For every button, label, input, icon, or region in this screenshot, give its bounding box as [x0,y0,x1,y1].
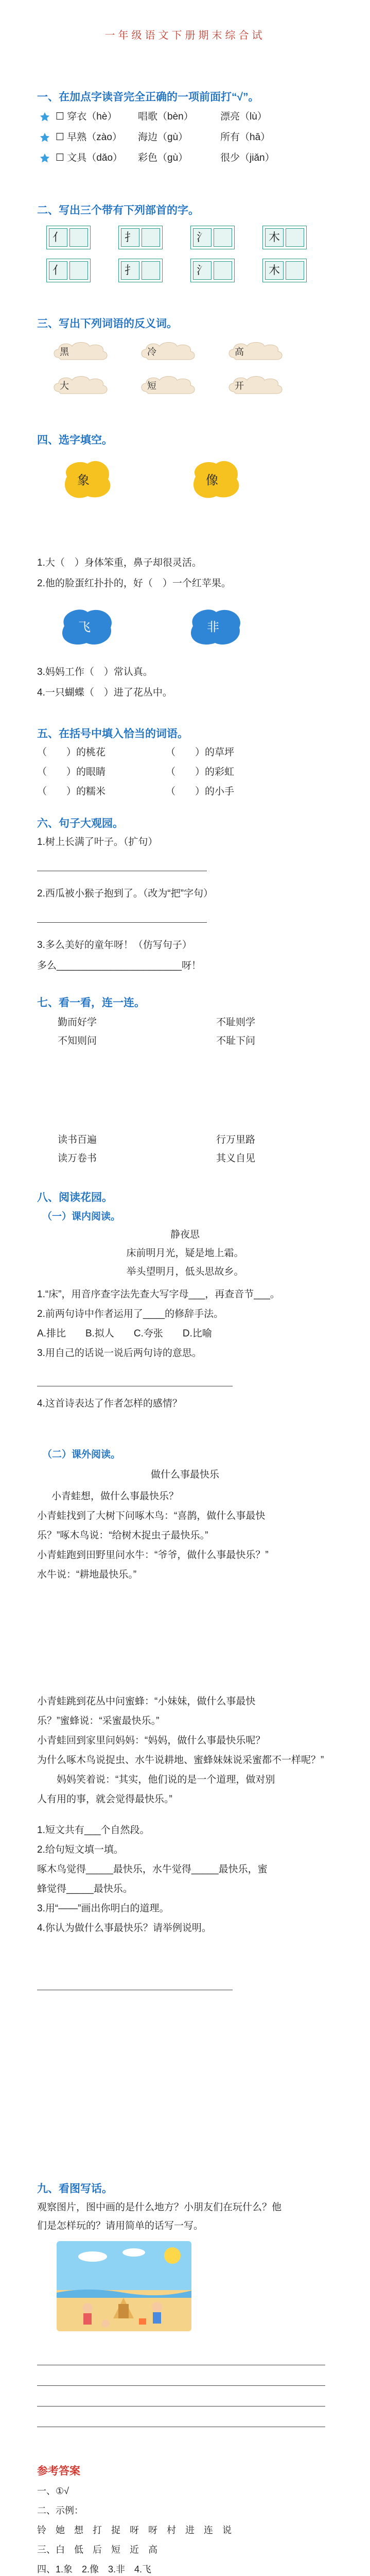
story-line: 水牛说：“耕地最快乐。” [37,1569,137,1580]
s7-right-4: 其义自见 [216,1153,256,1164]
s1-cell: 很少（jiǎn） [220,152,275,163]
s5-cell: （ ）的糯米 [37,786,106,797]
section-3-heading: 三、写出下列词语的反义词。 [37,318,178,330]
story-line: 妈妈笑着说：“其实，他们说的是一个道理，做对别 [37,1774,275,1785]
story-question: 蜂觉得_____最快乐。 [37,1884,133,1894]
story-line: 乐？”蜜蜂说：“采蜜最快乐。” [37,1716,160,1726]
section-8-heading: 八、阅读花园。 [37,1192,113,1204]
s8-question: 2.前两句诗中作者运用了____的修辞手法。 [37,1309,224,1319]
s8-sub2: （二）课外阅读。 [42,1449,121,1460]
s7-right-3: 行万里路 [216,1134,256,1145]
char-fei: 飞 [78,620,91,634]
story-line: 人有用的事，就会觉得最快乐。” [37,1794,172,1805]
answer-line: 三、白 低 后 短 近 高 [37,2545,157,2555]
s7-left-2: 不知则问 [58,1036,97,1046]
s5-cell: （ ）的草坪 [166,747,235,758]
write-cell[interactable] [286,261,304,280]
answer-line: 二、示例： [37,2505,83,2516]
answer-line: 一、①√ [37,2486,69,2496]
section-4-heading: 四、选字填空。 [37,434,113,446]
s6-line-3: 3.多么美好的童年呀！（仿写句子） [37,940,192,951]
story-line: 小青蛙跑到田野里问水牛：“爷爷，做什么事最快乐？” [37,1550,269,1561]
radical-grid [190,259,235,282]
story-line: 小青蛙回到家里问妈妈：“妈妈，做什么事最快乐呢？ [37,1735,266,1746]
radical-cell: 氵 [193,228,212,247]
radical-grid [46,226,91,249]
radical-cell: 亻 [49,261,67,280]
s1-cell: 漂亮（lù） [220,111,267,122]
write-cell[interactable] [142,261,160,280]
answer-line: 四、1.象 2.像 3.非 4.飞 [37,2564,152,2574]
write-cell[interactable] [69,228,88,247]
s1-cell: ☐ 文具（dǎo） [56,152,123,163]
radical-cell: 扌 [121,228,139,247]
s8-sub1: （一）课内阅读。 [42,1211,121,1222]
char-xiang2: 像 [206,473,218,487]
write-cell[interactable] [142,228,160,247]
star-icon [39,152,50,164]
story-line: 为什么啄木鸟说捉虫、水牛说耕地、蜜蜂妹妹说采蜜都不一样呢？” [37,1755,324,1766]
radical-cell: 氵 [193,261,212,280]
cloud-word: 冷 [147,347,156,357]
story-question: 4.你认为做什么事最快乐？请举例说明。 [37,1923,212,1934]
answers-heading: 参考答案 [37,2465,80,2477]
worksheet-title: 一年级语文下册期末综合试 [104,30,266,41]
story-line: 小青蛙跳到花丛中问蜜蜂：“小妹妹，做什么事最快 [37,1696,256,1707]
s4-line-2: 2.他的脸蛋红扑扑的，好（ ）一个红苹果。 [37,578,231,589]
s6-line-1: 1.树上长满了叶子。（扩句） [37,837,158,848]
s1-cell: ☐ 早熟（zào） [56,132,122,143]
radical-cell: 木 [265,261,284,280]
star-icon [39,111,50,123]
s4-line-4: 4.一只蝴蝶（ ）进了花丛中。 [37,687,172,698]
s1-cell: 唱歌（bèn） [138,111,193,122]
radical-grid [46,259,91,282]
write-cell[interactable] [214,261,232,280]
write-cell[interactable] [286,228,304,247]
write-cell[interactable] [69,261,88,280]
story-line: 小青蛙找到了大树下问啄木鸟：“喜鹊，做什么事最快 [37,1511,266,1521]
s5-cell: （ ）的小手 [166,786,235,797]
s5-cell: （ ）的眼睛 [37,767,106,777]
radical-cell: 亻 [49,228,67,247]
s7-right-2: 不耻下问 [216,1036,256,1046]
story-question: 2.给句短文填一填。 [37,1844,124,1855]
s8-question: 3.用自己的话说一说后两句诗的意思。 [37,1348,202,1359]
s7-left-3: 读书百遍 [58,1134,97,1145]
cloud-word: 黑 [60,347,69,357]
poem-title: 静夜思 [170,1229,200,1240]
s9-line-2: 们是怎样玩的？请用简单的话写一写。 [37,2221,204,2231]
s7-right-1: 不耻则学 [216,1017,256,1028]
s8-question: 1.“床”，用音序查字法先查大写字母___，再查音节___。 [37,1289,280,1300]
story-title: 做什么事最快乐 [150,1469,219,1480]
section-9-heading: 九、看图写话。 [37,2183,113,2195]
story-question: 1.短文共有___个自然段。 [37,1825,150,1836]
s9-line-1: 观察图片，图中画的是什么地方？小朋友们在玩什么？他 [37,2202,282,2213]
story-question: 3.用“——”画出你明白的道理。 [37,1903,169,1914]
s6-line-2: 2.西瓜被小猴子抱到了。（改为“把”字句） [37,888,214,899]
s7-left-1: 勤而好学 [58,1017,97,1028]
radical-cell: 扌 [121,261,139,280]
cloud-word: 开 [235,381,244,391]
story-question: 啄木鸟觉得_____最快乐，水牛觉得_____最快乐，蜜 [37,1864,268,1875]
section-1-heading: 一、在加点字读音完全正确的一项前面打“√”。 [37,91,259,103]
story-line: 乐？”啄木鸟说：“给树木捉虫子最快乐。” [37,1530,208,1541]
s8-q4: 4.这首诗表达了作者怎样的感情？ [37,1398,182,1409]
s1-cell: 海边（gù） [138,132,188,143]
beach-picture [57,2241,191,2331]
star-icon [39,132,50,143]
s6-line-4: 多么_______________________呀！ [37,960,202,971]
section-6-heading: 六、句子大观园。 [37,818,124,829]
s1-cell: ☐ 穿衣（hè） [56,111,117,122]
poem-line-1: 床前明月光，疑是地上霜。 [126,1248,244,1259]
section-5-heading: 五、在括号中填入恰当的词语。 [37,728,188,740]
radical-grid [190,226,235,249]
s4-line-1: 1.大（ ）身体笨重，鼻子却很灵活。 [37,557,202,568]
s5-cell: （ ）的彩虹 [166,767,235,777]
radical-cell: 木 [265,228,284,247]
s8-question: A.排比 B.拟人 C.夸张 D.比喻 [37,1328,212,1339]
radical-grid [262,259,307,282]
s4-line-3: 3.妈妈工作（ ）常认真。 [37,667,153,677]
radical-grid [262,226,307,249]
s1-cell: 彩色（gù） [138,152,188,163]
cloud-word: 短 [147,381,156,391]
s6-answer-rule-2 [37,922,207,923]
s7-left-4: 读万卷书 [58,1153,97,1164]
section-7-heading: 七、看一看，连一连。 [37,997,145,1009]
section-2-heading: 二、写出三个带有下列部首的字。 [37,205,199,216]
radical-grid [118,259,163,282]
radical-grid [118,226,163,249]
s1-cell: 所有（hā） [220,132,271,143]
poem-line-2: 举头望明月，低头思故乡。 [126,1266,244,1277]
cloud-word: 高 [235,347,244,357]
story-line: 小青蛙想，做什么事最快乐？ [51,1491,179,1502]
cloud-word: 大 [60,381,69,391]
write-cell[interactable] [214,228,232,247]
s9-writing-rule-2 [37,2385,325,2386]
char-fei2: 非 [207,620,219,634]
char-xiang: 象 [77,473,90,487]
s5-cell: （ ）的桃花 [37,747,106,758]
answer-line: 铃 她 想 打 捉 呀 呀 村 进 连 说 [37,2525,232,2535]
